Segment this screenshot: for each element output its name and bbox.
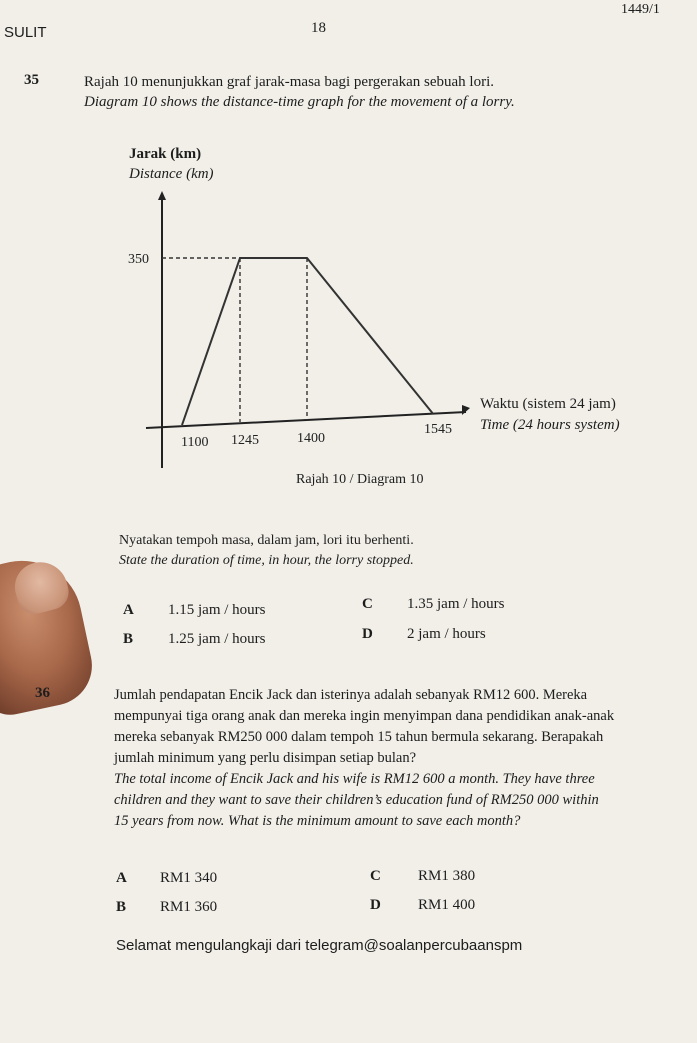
page-number: 18 [311, 20, 326, 36]
graph-xlabel-english: Time (24 hours system) [480, 417, 620, 433]
question-35-malay: Rajah 10 menunjukkan graf jarak-masa bagi pergerakan sebuah lori. [84, 74, 494, 90]
q36-option-d-letter: D [370, 897, 381, 913]
y-tick-350: 350 [128, 252, 149, 267]
question-35-english: Diagram 10 shows the distance-time graph for the movement of a lorry. [84, 94, 515, 110]
paper-code: 1449/1 [621, 2, 660, 17]
q35-option-d-letter: D [362, 626, 373, 642]
question-35-prompt-english: State the duration of time, in hour, the lorry stopped. [119, 553, 414, 568]
q36-option-c-text[interactable]: RM1 380 [418, 868, 476, 884]
q36-option-c-letter: C [370, 868, 381, 884]
x-tick-1545: 1545 [424, 422, 452, 437]
x-axis-arrow [462, 405, 470, 415]
x-tick-1245: 1245 [231, 433, 259, 448]
question-36-number: 36 [35, 685, 50, 701]
q36-option-b-letter: B [116, 899, 127, 915]
q36-option-a-letter: A [116, 870, 127, 886]
q35-option-a-letter: A [123, 602, 134, 618]
question-36-malay-line-4: jumlah minimum yang perlu disimpan setiap bulan? [114, 750, 417, 766]
q35-option-a-text[interactable]: 1.15 jam / hours [168, 602, 266, 618]
question-36-malay-line-2: mempunyai tiga orang anak dan mereka ingin menyimpan dana pendidikan anak-anak [114, 708, 615, 724]
q35-option-d-text[interactable]: 2 jam / hours [407, 626, 486, 642]
q35-option-b-text[interactable]: 1.25 jam / hours [168, 631, 266, 647]
question-36-english-line-1: The total income of Encik Jack and his wife is RM12 600 a month. They have three [114, 771, 595, 787]
x-tick-1100: 1100 [181, 435, 209, 450]
graph-ylabel-malay: Jarak (km) [129, 146, 202, 162]
question-35-number: 35 [24, 72, 39, 88]
q36-option-b-text[interactable]: RM1 360 [160, 899, 218, 915]
question-35-prompt-malay: Nyatakan tempoh masa, dalam jam, lori itu berhenti. [119, 533, 414, 548]
graph-ylabel-english: Distance (km) [129, 166, 214, 182]
q36-option-d-text[interactable]: RM1 400 [418, 897, 476, 913]
y-axis-arrow [158, 191, 166, 200]
graph-caption: Rajah 10 / Diagram 10 [296, 472, 424, 487]
question-36-malay-line-1: Jumlah pendapatan Encik Jack dan isterinya adalah sebanyak RM12 600. Mereka [114, 687, 588, 703]
x-axis [146, 412, 466, 428]
header-sulit: SULIT [4, 24, 47, 41]
q35-option-c-letter: C [362, 596, 373, 612]
footer-telegram: Selamat mengulangkaji dari telegram@soalanpercubaanspm [116, 937, 523, 954]
question-36-english-line-3: 15 years from now. What is the minimum amount to save each month? [114, 813, 521, 829]
q36-option-a-text[interactable]: RM1 340 [160, 870, 218, 886]
x-tick-1400: 1400 [297, 431, 325, 446]
graph-xlabel-malay: Waktu (sistem 24 jam) [480, 396, 616, 412]
question-36-malay-line-3: mereka sebanyak RM250 000 dalam tempoh 15 tahun bermula sekarang. Berapakah [114, 729, 604, 745]
q35-option-b-letter: B [123, 631, 134, 647]
question-36-english-line-2: children and they want to save their children’s education fund of RM250 000 within [114, 792, 599, 808]
q35-option-c-text[interactable]: 1.35 jam / hours [407, 596, 505, 612]
